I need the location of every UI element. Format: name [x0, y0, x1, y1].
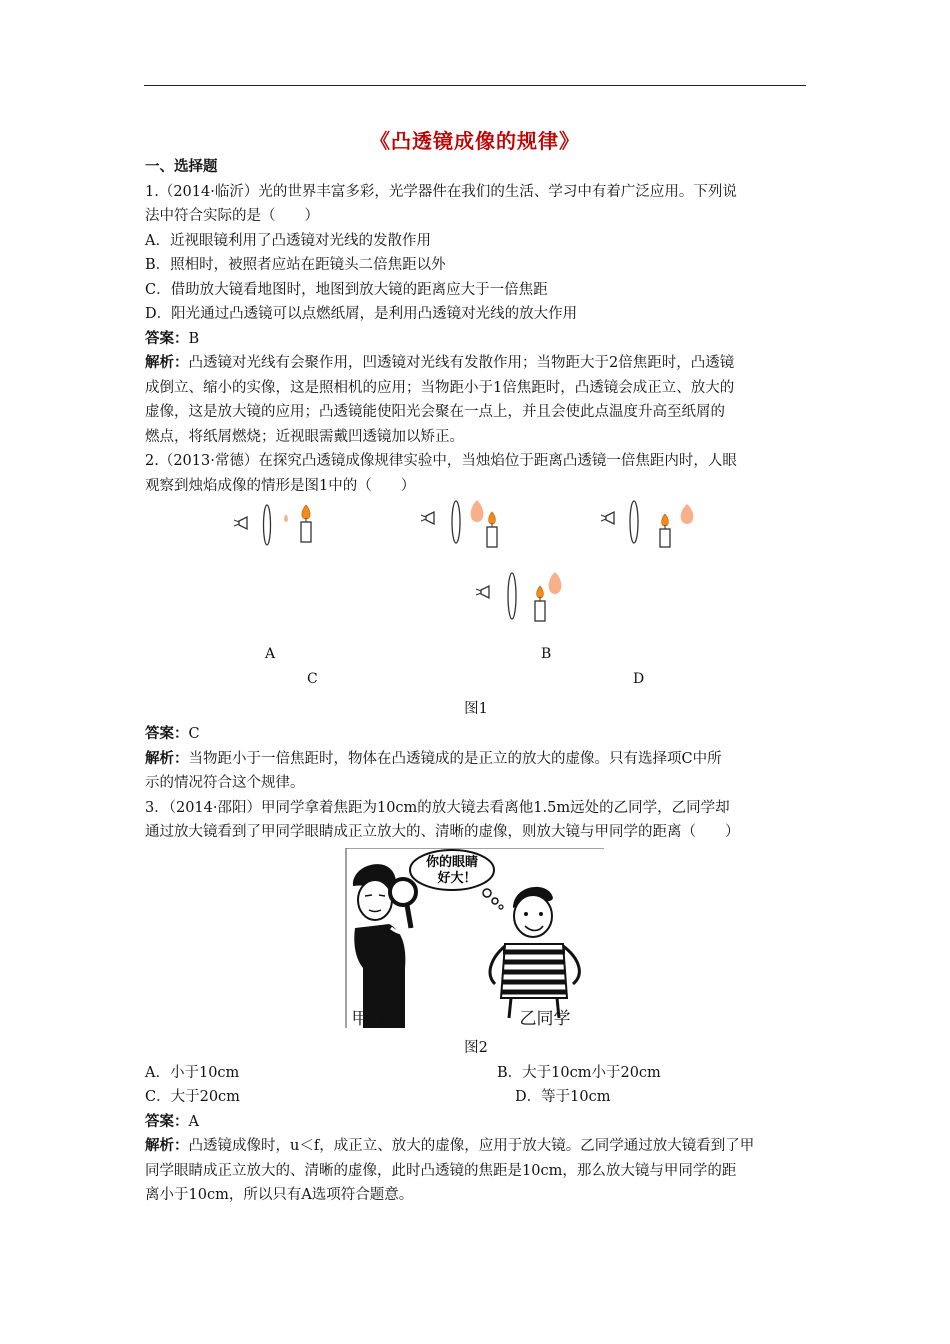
flame-image-icon — [681, 504, 694, 524]
person-b-label: 乙同学 — [519, 1008, 571, 1028]
answer-value: A — [188, 1113, 199, 1130]
figure-1-labels — [145, 646, 807, 696]
label-c: C — [307, 671, 318, 687]
q1-stem-line: 法中符合实际的是（ ） — [145, 208, 319, 224]
flame-image-icon — [284, 514, 288, 522]
option-d-drawing — [600, 498, 700, 550]
label-a: A — [265, 646, 276, 662]
candle-icon — [660, 529, 670, 547]
q3-option-c: C．大于20cm — [145, 1089, 240, 1105]
speech-line-2: 好大！ — [437, 870, 477, 886]
speech-line-1: 你的眼睛 — [425, 854, 479, 870]
option-a-drawing — [233, 503, 318, 553]
q3-analysis-line: 解析：凸透镜成像时，u＜f，成正立、放大的虚像，应用于放大镜。乙同学通过放大镜看到了甲 — [145, 1137, 755, 1154]
q1-analysis-line: 解析：凸透镜对光线有会聚作用，凹透镜对光线有发散作用；当物距大于2倍焦距时，凸透镜 — [145, 354, 735, 371]
magnifier-icon — [390, 879, 416, 905]
q2-answer — [145, 722, 807, 747]
flame-icon — [537, 586, 544, 598]
q1-option-d: D．阳光通过凸透镜可以点燃纸屑，是利用凸透镜对光线的放大作用 — [145, 306, 578, 322]
analysis-label: 解析： — [145, 354, 189, 371]
eye-icon — [481, 586, 489, 598]
q3-answer — [145, 1110, 807, 1135]
q3-options-row-2 — [145, 1085, 807, 1110]
answer-label: 答案： — [145, 725, 189, 742]
figure-2-caption: 图2 — [464, 1039, 488, 1056]
option-b-drawing — [420, 498, 515, 550]
q1-analysis-line: 成倒立、缩小的实像，这是照相机的应用；当物距小于1倍焦距时，凸透镜会成正立、放大的 — [145, 379, 735, 396]
q3-option-a: A．小于10cm — [145, 1064, 240, 1081]
convex-lens-icon — [264, 505, 271, 545]
label-b: B — [541, 646, 552, 662]
figure-2-wrap — [145, 845, 807, 1035]
figure-1-candle-lens — [145, 498, 807, 646]
document-title: 《凸透镜成像的规律》 — [370, 129, 580, 153]
q1-answer — [145, 327, 807, 352]
flame-icon — [302, 505, 310, 519]
flame-image-icon — [549, 572, 562, 594]
q2-analysis-line: 示的情况符合这个规律。 — [145, 775, 305, 791]
analysis-label: 解析： — [145, 749, 189, 767]
thought-bubble — [410, 850, 503, 909]
q3-option-b: B．大于10cm小于20cm — [497, 1064, 661, 1081]
q3-option-d: D．等于10cm — [515, 1089, 611, 1105]
q1-analysis-line: 燃点，将纸屑燃烧；近视眼需戴凹透镜加以矫正。 — [145, 428, 464, 445]
flame-image-icon — [471, 500, 484, 522]
option-c-drawing — [475, 566, 570, 624]
label-d: D — [633, 671, 645, 687]
q3-stem-line: 3．（2014·邵阳）甲同学拿着焦距为10cm的放大镜去看离他1.5m远处的乙同学，乙同学却 — [145, 799, 730, 816]
section-heading: 一、选择题 — [145, 158, 218, 175]
q3-analysis-line: 离小于10cm，所以只有A选项符合题意。 — [145, 1187, 414, 1203]
q3-options-row-1 — [145, 1061, 807, 1086]
analysis-label: 解析： — [145, 1137, 189, 1154]
eye-icon — [426, 512, 434, 524]
figure-1-caption: 图1 — [464, 701, 488, 717]
q2-stem-line: 2.（2013·常德）在探究凸透镜成像规律实验中，当烛焰位于距离凸透镜一倍焦距内时，人眼 — [145, 453, 737, 469]
q1-analysis-line: 虚像，这是放大镜的应用；凸透镜能使阳光会聚在一点上，并且会使此点温度升高至纸屑的 — [145, 404, 725, 420]
candle-icon — [301, 522, 311, 542]
candle-icon — [535, 601, 545, 621]
answer-value: B — [188, 330, 200, 347]
q1-stem-line: 1.（2014·临沂）光的世界丰富多彩，光学器件在我们的生活、学习中有着广泛应用。下列说 — [145, 183, 737, 200]
flame-icon — [489, 512, 496, 524]
flame-icon — [662, 514, 669, 526]
figure-2-illustration — [345, 848, 605, 1028]
document-body — [145, 155, 807, 1208]
candle-icon — [487, 527, 497, 547]
header-rule — [144, 85, 806, 86]
eye-icon — [606, 512, 614, 524]
convex-lens-icon — [452, 501, 460, 543]
q3-stem-line: 通过放大镜看到了甲同学眼睛成正立放大的、清晰的虚像，则放大镜与甲同学的距离（ ） — [145, 824, 740, 840]
q1-option-c: C．借助放大镜看地图时，地图到放大镜的距离应大于一倍焦距 — [145, 281, 548, 298]
answer-label: 答案： — [145, 1112, 189, 1130]
person-a-figure — [353, 864, 416, 1028]
answer-value: C — [188, 726, 200, 742]
convex-lens-icon — [508, 573, 516, 619]
q2-analysis-line: 解析：当物距小于一倍焦距时，物体在凸透镜成的是正立的放大的虚像。只有选择项C中所 — [145, 749, 722, 767]
eye-icon — [239, 517, 247, 529]
q2-stem-line: 观察到烛焰成像的情形是图1中的（ ） — [145, 477, 416, 494]
answer-label: 答案： — [145, 329, 189, 347]
convex-lens-icon — [630, 501, 638, 543]
q3-analysis-line: 同学眼睛成正立放大的、清晰的虚像，此时凸透镜的焦距是10cm，那么放大镜与甲同学的距 — [145, 1162, 737, 1179]
q1-option-b: B．照相时，被照者应站在距镜头二倍焦距以外 — [145, 257, 446, 273]
q1-option-a: A．近视眼镜利用了凸透镜对光线的发散作用 — [145, 232, 431, 249]
person-a-label: 甲同学 — [351, 1008, 403, 1028]
